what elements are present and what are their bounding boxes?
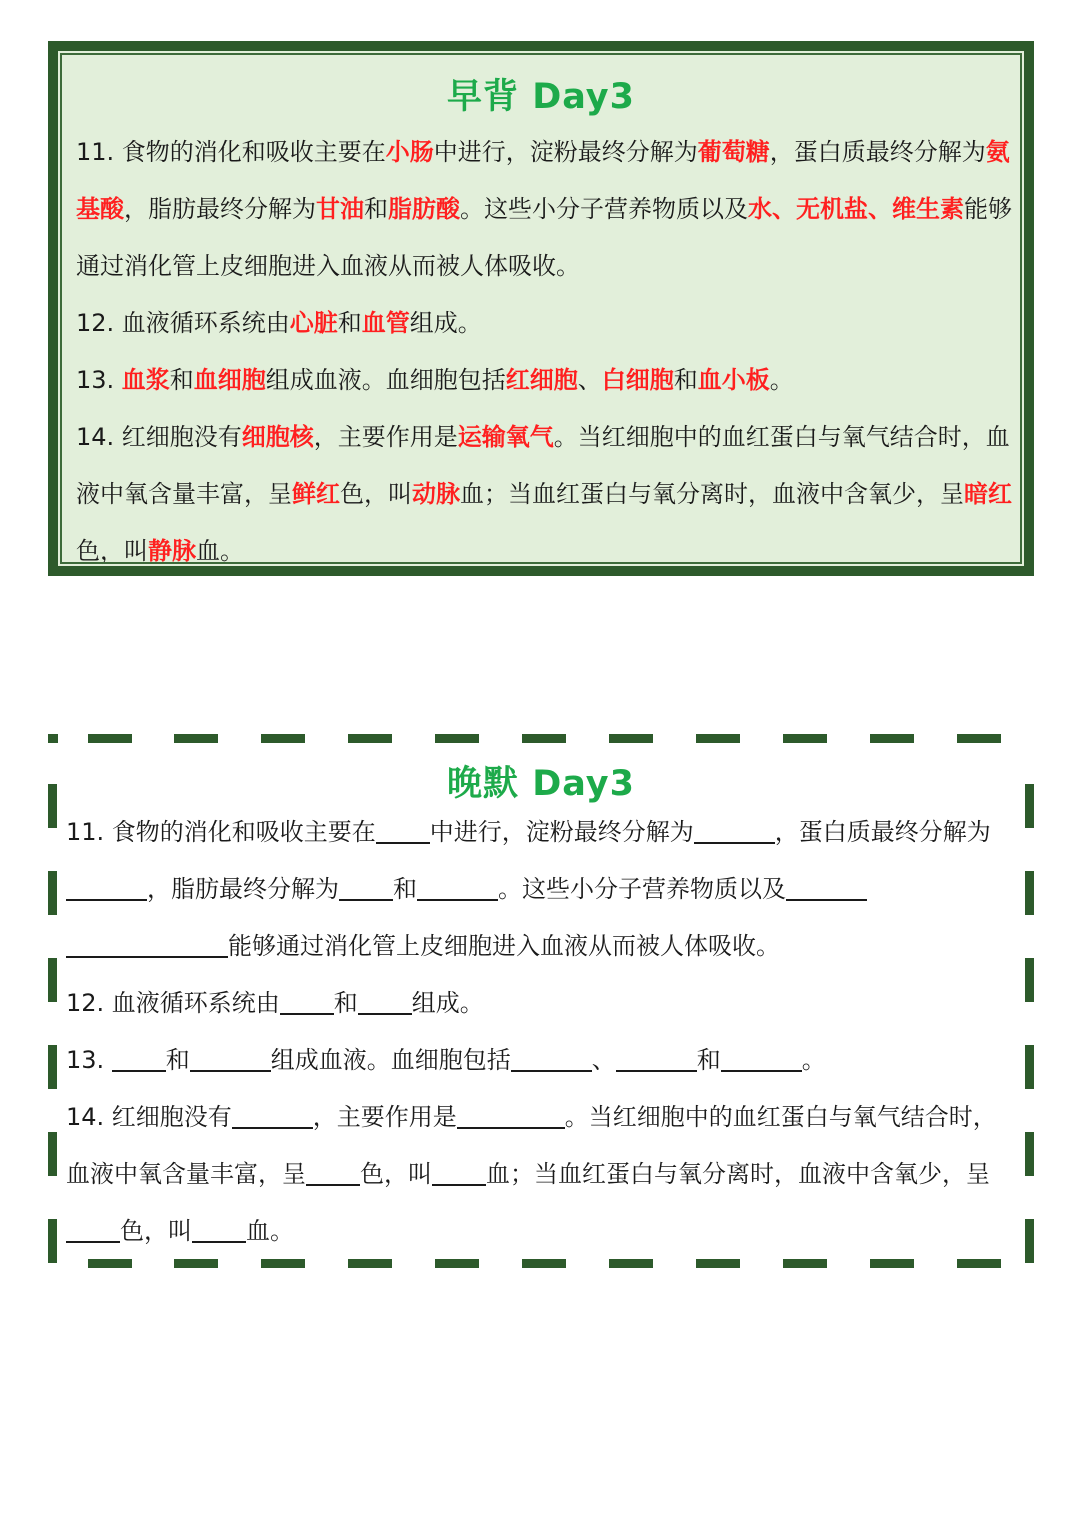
paragraph-text: 中进行，淀粉最终分解为 (429, 818, 694, 846)
paragraph-text: 能够通过消化管上皮细胞进入血液从而被人体吸收。 (228, 932, 780, 960)
paragraph-text: 11. 食物的消化和吸收主要在 (66, 818, 376, 846)
answer-blank[interactable] (432, 1158, 486, 1186)
frame-dash (1025, 871, 1034, 915)
frame-dash (522, 734, 566, 743)
answer-keyword: 脂肪酸 (388, 195, 460, 223)
paragraph-1 (76, 124, 1028, 295)
paragraph-text: ，脂肪最终分解为 (124, 195, 316, 223)
paragraph-text: 组成。 (411, 989, 484, 1017)
paragraph-text: 和 (393, 875, 417, 903)
paragraph-text: 和 (169, 366, 194, 394)
paragraph-2 (66, 975, 1018, 1032)
answer-blank[interactable] (376, 816, 430, 844)
answer-keyword: 心脏 (289, 309, 338, 337)
frame-dash (88, 1259, 132, 1268)
answer-blank[interactable] (786, 873, 867, 901)
paragraph-3 (66, 1032, 1018, 1089)
answer-blank[interactable] (511, 1044, 592, 1072)
frame-dash (957, 1259, 1001, 1268)
paragraph-text: 和 (333, 989, 358, 1017)
paragraph-text: 色，叫 (120, 1217, 192, 1245)
frame-dash (783, 734, 827, 743)
answer-keyword: 水、无机盐、维生素 (748, 195, 964, 223)
frame-dash (348, 734, 392, 743)
paragraph-text: 色，叫 (340, 480, 412, 508)
paragraph-text: 11. 食物的消化和吸收主要在 (76, 138, 386, 166)
frame-dash (435, 1259, 479, 1268)
paragraph-text: 、 (591, 1046, 616, 1074)
paragraph-text: 和 (337, 309, 362, 337)
frame-dash (48, 734, 58, 743)
frame-dash (48, 871, 57, 915)
answer-keyword: 小肠 (385, 138, 434, 166)
answer-blank[interactable] (417, 873, 498, 901)
answer-keyword: 血浆 (121, 366, 170, 394)
paragraph-3 (76, 352, 1028, 409)
answer-keyword: 暗红 (964, 480, 1012, 508)
evening-quiz-card (48, 734, 1034, 1268)
paragraph-text: 和 (364, 195, 388, 223)
paragraph-text: ，蛋白质最终分解为 (774, 818, 991, 846)
answer-keyword: 氨基酸 (76, 138, 1010, 223)
answer-keyword: 血细胞 (193, 366, 266, 394)
paragraph-text: 组成血液。血细胞包括 (270, 1046, 511, 1074)
paragraph-1 (66, 804, 1018, 975)
paragraph-text: 和 (165, 1046, 190, 1074)
answer-blank[interactable] (66, 930, 228, 958)
paragraph-text: 。这些小分子营养物质以及 (460, 195, 748, 223)
paragraph-text: 13. (76, 366, 122, 394)
paragraph-text: 和 (673, 366, 698, 394)
paragraph-text: 。 (769, 366, 794, 394)
frame-dash (48, 1045, 57, 1089)
paragraph-text: 。 (801, 1046, 826, 1074)
morning-review-card (48, 41, 1034, 576)
evening-card-body (66, 804, 1018, 1260)
paragraph-text: 组成。 (409, 309, 482, 337)
paragraph-text: 血；当血红蛋白与氧分离时，血液中含氧少，呈 (486, 1160, 990, 1188)
frame-dash (1025, 958, 1034, 1002)
answer-keyword: 细胞核 (241, 423, 314, 451)
answer-blank[interactable] (306, 1158, 360, 1186)
paragraph-4 (76, 409, 1028, 580)
frame-dash (870, 734, 914, 743)
frame-dash (48, 958, 57, 1002)
paragraph-text: ，蛋白质最终分解为 (769, 138, 986, 166)
answer-keyword: 白细胞 (601, 366, 674, 394)
morning-card-body (76, 124, 1028, 580)
answer-keyword: 葡萄糖 (697, 138, 770, 166)
paragraph-text: 中进行，淀粉最终分解为 (433, 138, 698, 166)
paragraph-text: 组成血液。血细胞包括 (265, 366, 506, 394)
answer-keyword: 血小板 (697, 366, 770, 394)
frame-dash (1025, 1045, 1034, 1089)
answer-keyword: 静脉 (148, 537, 196, 565)
paragraph-4 (66, 1089, 1018, 1260)
frame-dash (261, 734, 305, 743)
answer-keyword: 运输氧气 (457, 423, 554, 451)
answer-blank[interactable] (66, 1215, 120, 1243)
answer-blank[interactable] (190, 1044, 271, 1072)
answer-blank[interactable] (192, 1215, 246, 1243)
paragraph-text: 、 (577, 366, 602, 394)
frame-dash (174, 1259, 218, 1268)
frame-dash (48, 1132, 57, 1176)
frame-dash (174, 734, 218, 743)
paragraph-text: 。当红细胞中的血红蛋白与氧气结合时，血液中氧含量丰富，呈 (66, 1103, 997, 1188)
answer-blank[interactable] (457, 1101, 565, 1129)
paragraph-text: 色，叫 (360, 1160, 432, 1188)
paragraph-text: 13. (66, 1046, 112, 1074)
paragraph-text: 14. 红细胞没有 (76, 423, 242, 451)
answer-blank[interactable] (694, 816, 775, 844)
paragraph-text: 血。 (246, 1217, 294, 1245)
paragraph-text: 12. 血液循环系统由 (66, 989, 280, 1017)
paragraph-text: 血。 (196, 537, 244, 565)
paragraph-text: 。当红细胞中的血红蛋白与氧气结合时，血液中氧含量丰富，呈 (76, 423, 1010, 508)
paragraph-text: 色，叫 (76, 537, 148, 565)
paragraph-text: ，主要作用是 (313, 423, 458, 451)
frame-dash (88, 734, 132, 743)
answer-blank[interactable] (280, 987, 334, 1015)
paragraph-text: ，脂肪最终分解为 (147, 875, 339, 903)
answer-blank[interactable] (232, 1101, 313, 1129)
frame-dash (783, 1259, 827, 1268)
answer-keyword: 血管 (361, 309, 410, 337)
frame-dash (435, 734, 479, 743)
frame-dash (348, 1259, 392, 1268)
evening-card-title: 晚默 Day3 (447, 764, 635, 804)
frame-dash (696, 1259, 740, 1268)
answer-blank[interactable] (339, 873, 393, 901)
frame-dash (957, 734, 1001, 743)
paragraph-text: 和 (696, 1046, 721, 1074)
frame-dash (48, 1219, 57, 1263)
answer-blank[interactable] (721, 1044, 802, 1072)
answer-keyword: 红细胞 (505, 366, 578, 394)
frame-dash (1025, 1219, 1034, 1263)
answer-keyword: 甘油 (316, 195, 364, 223)
paragraph-text: 14. 红细胞没有 (66, 1103, 232, 1131)
paragraph-text: 12. 血液循环系统由 (76, 309, 290, 337)
answer-keyword: 鲜红 (292, 480, 340, 508)
answer-blank[interactable] (616, 1044, 697, 1072)
frame-dash (696, 734, 740, 743)
paragraph-text: 能够通过消化管上皮细胞进入血液从而被人体吸收。 (76, 195, 1012, 280)
paragraph-text: 血；当血红蛋白与氧分离时，血液中含氧少，呈 (460, 480, 964, 508)
frame-dash (609, 1259, 653, 1268)
paragraph-2 (76, 295, 1028, 352)
paragraph-text: ，主要作用是 (312, 1103, 457, 1131)
morning-card-title: 早背 Day3 (447, 77, 635, 117)
frame-dash (870, 1259, 914, 1268)
frame-dash (609, 734, 653, 743)
paragraph-text: 。这些小分子营养物质以及 (498, 875, 786, 903)
answer-blank[interactable] (358, 987, 412, 1015)
frame-dash (261, 1259, 305, 1268)
frame-dash (1025, 1132, 1034, 1176)
frame-dash (522, 1259, 566, 1268)
answer-blank[interactable] (112, 1044, 166, 1072)
answer-keyword: 动脉 (412, 480, 460, 508)
answer-blank[interactable] (66, 873, 147, 901)
